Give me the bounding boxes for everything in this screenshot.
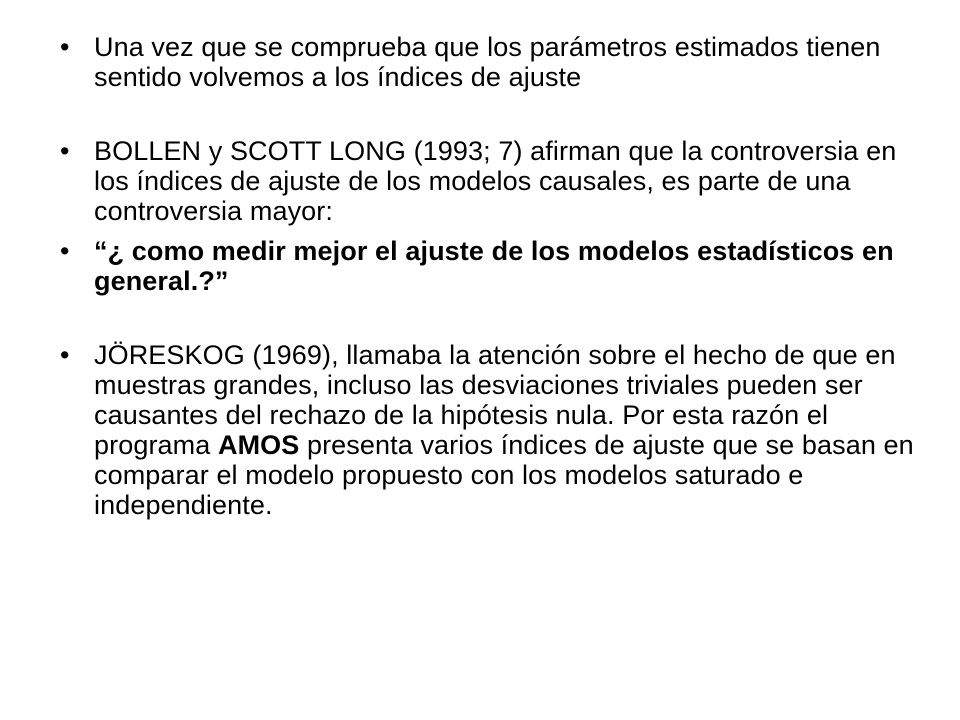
bullet-text: BOLLEN y SCOTT LONG (1993; 7) afirman que la controversia en los índices de ajuste de los modelos causales, es parte de una controversia mayor: [94, 136, 897, 226]
bullet-text-bold-question: “¿ como medir mejor el ajuste de los modelos estadísticos en general.?” [94, 236, 894, 296]
bullet-item-bollen [60, 136, 920, 226]
bullet-list [60, 32, 920, 520]
bullet-text-part: JÖRESKOG (1969), llamaba la atención sobre el hecho de que en muestras grandes, incluso las desviaciones triviales pueden ser causantes del rechazo de la hipótesis nula. Por esta razón el programa [94, 340, 896, 460]
bullet-text [94, 340, 920, 520]
bullet-text-part: presenta varios índices de ajuste que se basan en comparar el modelo propuesto con los modelos saturado e independiente. [94, 430, 914, 520]
bullet-item-parametros [60, 32, 920, 92]
amos-emphasis: AMOS [217, 430, 300, 460]
bullet-text: Una vez que se comprueba que los parámetros estimados tienen sentido volvemos a los índices de ajuste [94, 32, 881, 92]
bullet-icon: • [60, 340, 70, 370]
bullet-icon: • [60, 136, 70, 166]
bullet-item-pregunta [60, 236, 920, 296]
bullet-icon: • [60, 236, 70, 266]
bullet-icon: • [60, 32, 70, 62]
bullet-item-joreskog [60, 340, 920, 520]
